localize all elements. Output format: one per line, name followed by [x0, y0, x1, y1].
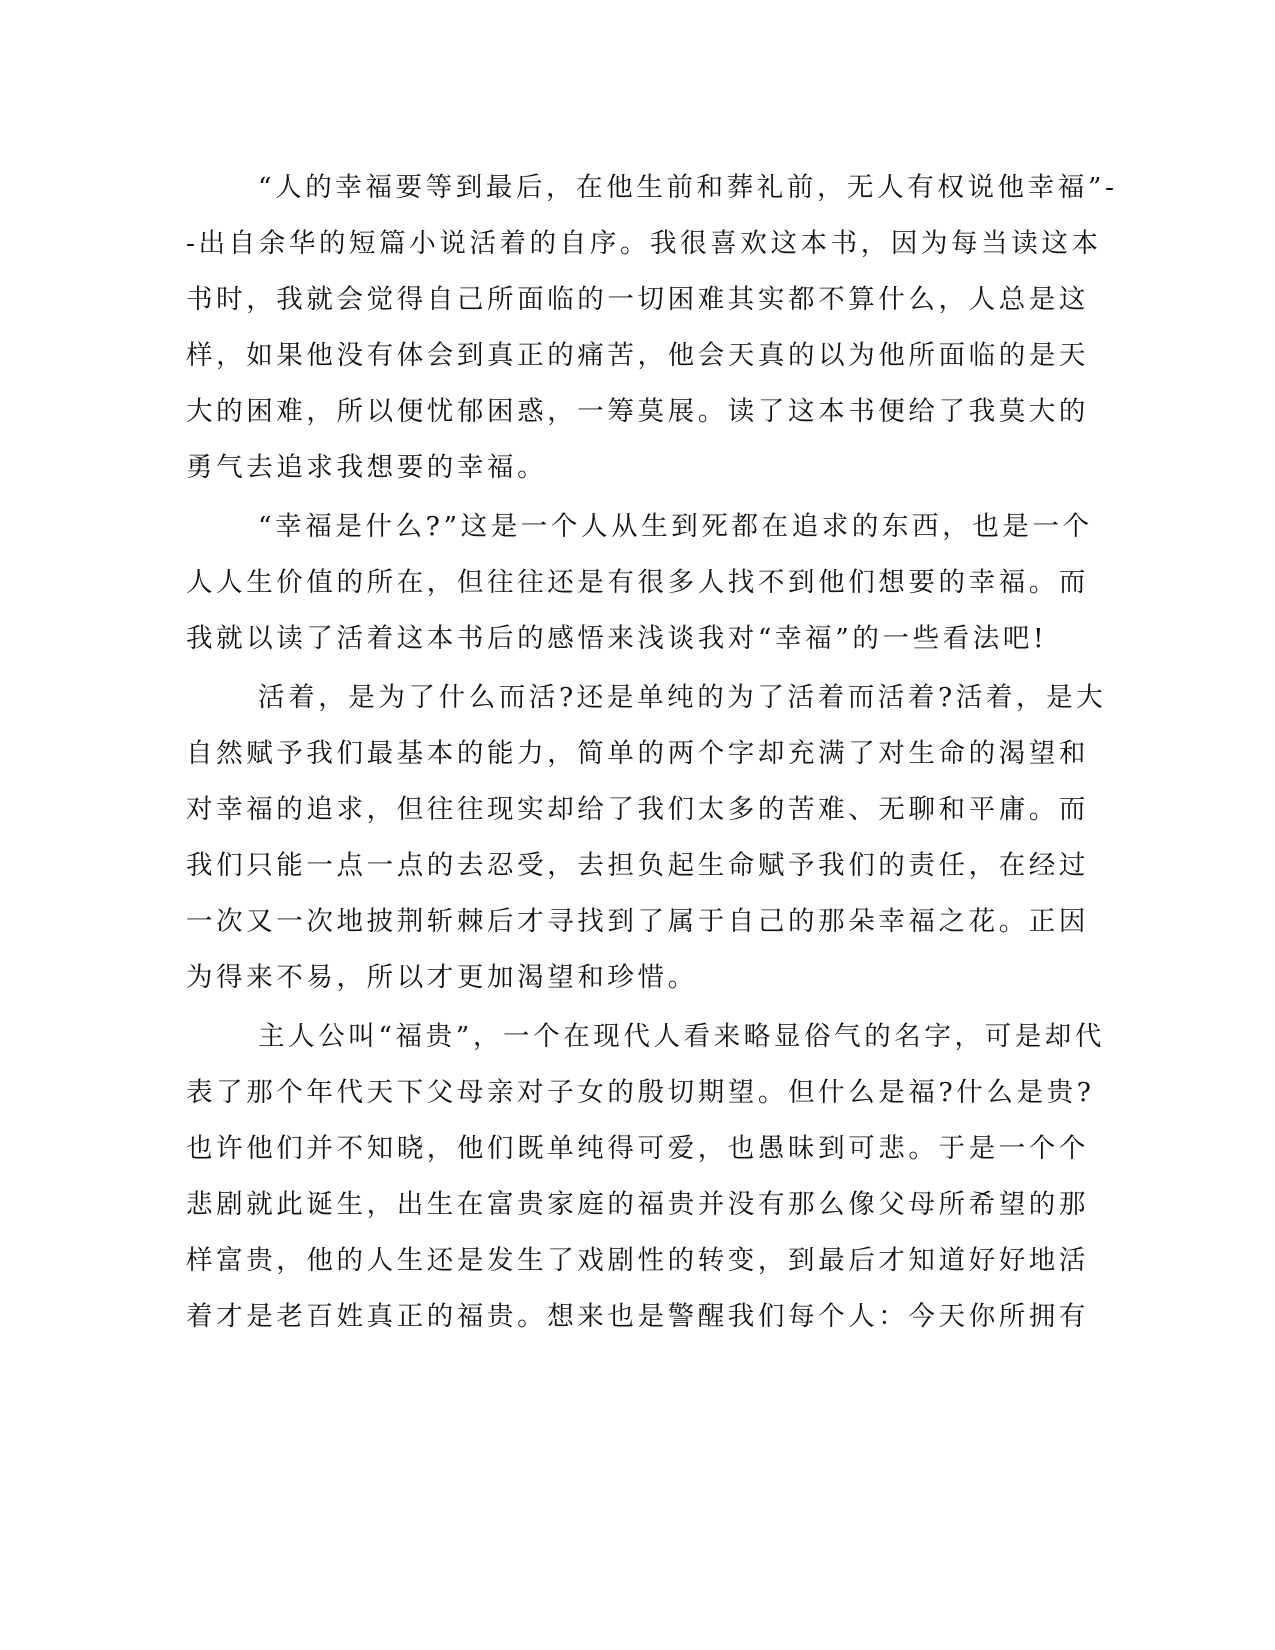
paragraph-1-line-5: 大的困难，所以便忧郁困惑，一筹莫展。读了这本书便给了我莫大的: [186, 396, 1089, 427]
paragraph-3-line-5: 一次又一次地披荆斩棘后才寻找到了属于自己的那朵幸福之花。正因: [186, 906, 1089, 937]
paragraph-2-line-3: 我就以读了活着这本书后的感悟来浅谈我对“幸福”的一些看法吧!: [186, 623, 1048, 654]
paragraph-4-line-5: 样富贵，他的人生还是发生了戏剧性的转变，到最后才知道好好地活: [186, 1245, 1089, 1276]
paragraph-2-line-2: 人人生价值的所在，但往往还是有很多人找不到他们想要的幸福。而: [186, 567, 1089, 598]
paragraph-4-line-3: 也许他们并不知晓，他们既单纯得可爱，也愚昧到可悲。于是一个个: [186, 1133, 1089, 1164]
paragraph-3-line-6: 为得来不易，所以才更加渴望和珍惜。: [186, 962, 698, 993]
paragraph-4-line-1: 主人公叫“福贵”，一个在现代人看来略显俗气的名字，可是却代: [258, 1021, 1105, 1052]
paragraph-3-line-1: 活着，是为了什么而活?还是单纯的为了活着而活着?活着，是大: [258, 682, 1107, 713]
paragraph-1-line-3: 书时，我就会觉得自己所面临的一切困难其实都不算什么，人总是这: [186, 284, 1089, 315]
paragraph-3-line-4: 我们只能一点一点的去忍受，去担负起生命赋予我们的责任，在经过: [186, 850, 1089, 881]
paragraph-1-line-1: “人的幸福要等到最后，在他生前和葬礼前，无人有权说他幸福”-: [258, 172, 1118, 203]
paragraph-4-line-6: 着才是老百姓真正的福贵。想来也是警醒我们每个人：今天你所拥有: [186, 1301, 1089, 1332]
paragraph-1-line-4: 样，如果他没有体会到真正的痛苦，他会天真的以为他所面临的是天: [186, 340, 1089, 371]
paragraph-1-line-6: 勇气去追求我想要的幸福。: [186, 452, 548, 483]
paragraph-1-line-2: -出自余华的短篇小说活着的自序。我很喜欢这本书，因为每当读这本: [186, 228, 1102, 259]
paragraph-2-line-1: “幸福是什么?”这是一个人从生到死都在追求的东西，也是一个: [258, 511, 1093, 542]
paragraph-4-line-2: 表了那个年代天下父母亲对子女的殷切期望。但什么是福?什么是贵?: [186, 1077, 1095, 1108]
paragraph-4-line-4: 悲剧就此诞生，出生在富贵家庭的福贵并没有那么像父母所希望的那: [186, 1189, 1089, 1220]
paragraph-3-line-2: 自然赋予我们最基本的能力，简单的两个字却充满了对生命的渴望和: [186, 738, 1089, 769]
paragraph-3-line-3: 对幸福的追求，但往往现实却给了我们太多的苦难、无聊和平庸。而: [186, 794, 1089, 825]
